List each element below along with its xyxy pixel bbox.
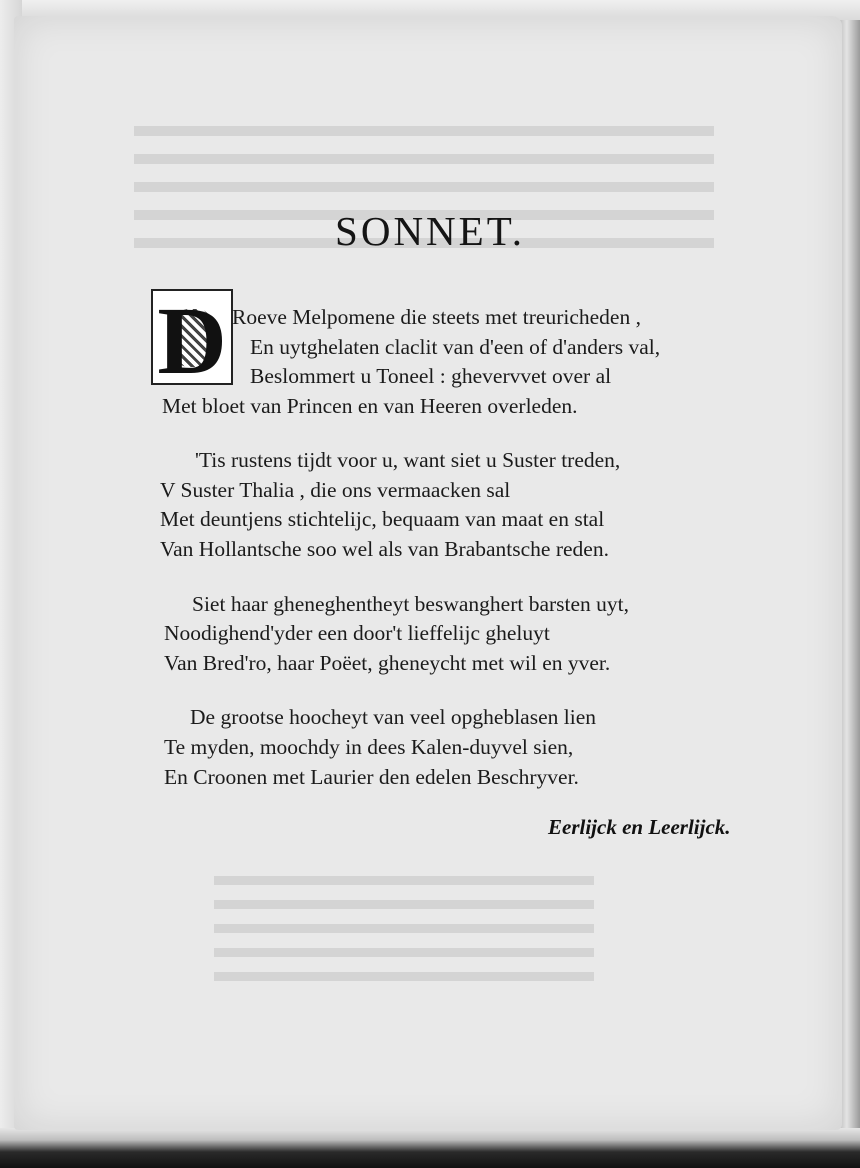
sonnet-line: Siet haar gheneghentheyt beswanghert barsten uyt, — [192, 592, 630, 616]
sonnet-line: Te myden, moochdy in dees Kalen-duyvel sien, — [164, 735, 574, 759]
sonnet-line: Met deuntjens stichtelijc, bequaam van maat en stal — [160, 507, 605, 531]
book-page — [14, 16, 842, 1130]
sonnet-line: Van Bred'ro, haar Poëet, gheneycht met wil en yver. — [164, 651, 611, 675]
sonnet-line: Noodighend'yder een door't lieffelijc gheluyt — [164, 621, 550, 645]
decorated-initial — [151, 287, 233, 394]
sonnet-line: En Croonen met Laurier den edelen Beschryver. — [164, 765, 579, 789]
show-through-block — [214, 876, 594, 996]
initial-letter: D — [157, 287, 227, 394]
page-bottom-edge — [0, 1128, 860, 1168]
sonnet-line: Beslommert u Toneel : ghevervvet over al — [250, 364, 612, 388]
page-title: SONNET. — [335, 208, 525, 254]
sonnet-line: V Suster Thalia , die ons vermaacken sal — [160, 478, 511, 502]
sonnet-line: Van Hollantsche soo wel als van Brabantsche reden. — [160, 537, 609, 561]
sonnet-line: Roeve Melpomene die steets met treuricheden , — [232, 305, 641, 329]
sonnet-line: Met bloet van Princen en van Heeren overleden. — [162, 394, 578, 418]
sonnet-line: 'Tis rustens tijdt voor u, want siet u Suster treden, — [195, 448, 621, 472]
author-signature: Eerlijck en Leerlijck. — [548, 815, 731, 839]
sonnet-line: En uytghelaten claclit van d'een of d'anders val, — [250, 335, 661, 359]
sonnet-line: De grootse hoocheyt van veel opgheblasen lien — [190, 705, 596, 729]
